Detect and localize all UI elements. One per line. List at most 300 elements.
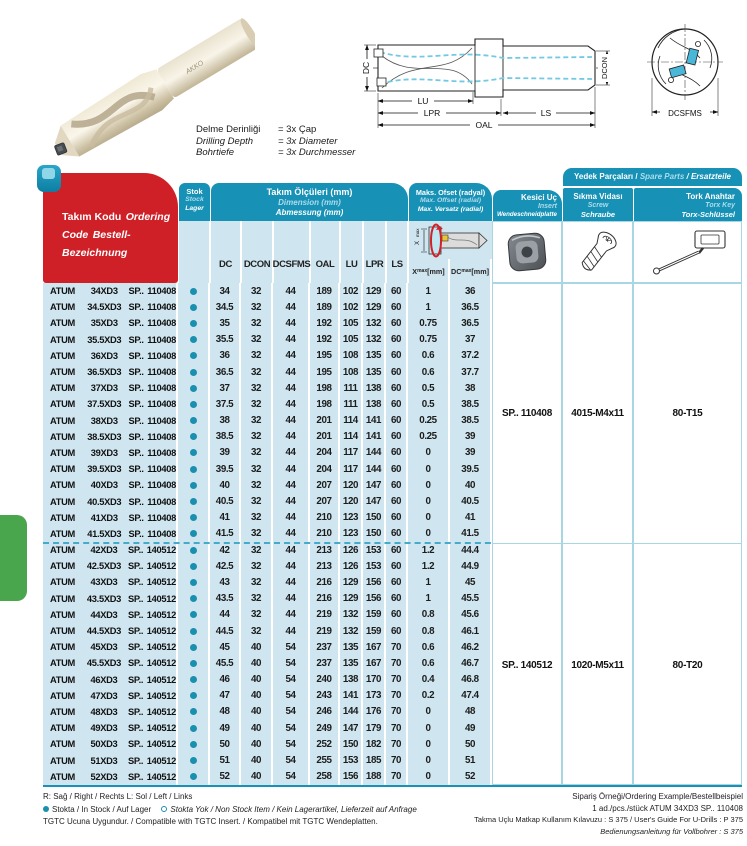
value-cell: 70	[386, 639, 408, 655]
value-cell: 60	[386, 348, 408, 364]
stock-cell	[178, 526, 210, 542]
value-cell: 44	[273, 299, 310, 315]
value-cell: 195	[310, 348, 340, 364]
in-stock-dot	[190, 417, 197, 424]
direction-legend: R: Sağ / Right / Rechts L: Sol / Left / Links	[43, 792, 193, 801]
value-cell: 153	[340, 752, 363, 768]
code-part: 39.5XD3	[87, 464, 122, 475]
code-part: SP..	[128, 447, 144, 458]
value-cell: 129	[363, 299, 386, 315]
value-cell: 70	[386, 704, 408, 720]
code-part: ATUM	[50, 464, 75, 475]
code-part: SP..	[128, 723, 144, 734]
code-part: 44.5XD3	[86, 626, 122, 637]
value-cell: 70	[386, 672, 408, 688]
value-cell: 32	[241, 348, 273, 364]
value-cell: 40	[241, 704, 273, 720]
brand-text: AKKO	[184, 59, 205, 76]
ordering-code	[43, 752, 178, 768]
ordering-code	[43, 769, 178, 785]
value-cell: 0	[408, 752, 450, 768]
value-cell: 0.75	[408, 332, 450, 348]
value-cell: 32	[241, 574, 273, 590]
col-header-lpr: LPR	[364, 221, 387, 283]
col-header-dcsfms: DCSFMS	[274, 221, 311, 283]
value-cell: 40	[241, 655, 273, 671]
value-cell: 36.5	[450, 299, 492, 315]
code-part: 140512	[146, 561, 176, 572]
value-cell: 44	[273, 558, 310, 574]
torx-key-icon	[633, 221, 742, 283]
code-part: SP..	[128, 334, 144, 345]
ordering-code	[43, 574, 178, 590]
insert-code-group2: SP.. 140512	[493, 543, 561, 786]
code-part: ATUM	[50, 480, 75, 491]
value-cell: 32	[241, 396, 273, 412]
in-stock-dot	[190, 482, 197, 489]
ordering-code	[43, 542, 178, 558]
value-cell: 44	[273, 574, 310, 590]
code-part: ATUM	[50, 706, 75, 717]
value-cell: 35	[210, 315, 241, 331]
value-cell: 44	[273, 380, 310, 396]
value-cell: 1	[408, 591, 450, 607]
value-cell: 176	[363, 704, 386, 720]
value-cell: 102	[340, 299, 363, 315]
value-cell: 219	[310, 607, 340, 623]
value-cell: 44	[273, 461, 310, 477]
value-cell: 40	[241, 720, 273, 736]
code-part: 140512	[146, 658, 176, 669]
code-part: 40XD3	[90, 480, 118, 491]
value-cell: 32	[241, 607, 273, 623]
value-cell: 60	[386, 477, 408, 493]
value-cell: 46.1	[450, 623, 492, 639]
code-part: 36XD3	[90, 350, 118, 361]
code-part: 110408	[147, 334, 176, 345]
code-part: SP..	[128, 496, 144, 507]
table-body	[43, 283, 742, 785]
col-header-dc: DC	[211, 221, 242, 283]
value-cell: 44	[273, 607, 310, 623]
value-cell: 0.8	[408, 623, 450, 639]
stock-cell	[178, 380, 210, 396]
value-cell: 45	[210, 639, 241, 655]
value-cell: 216	[310, 574, 340, 590]
value-cell: 32	[241, 591, 273, 607]
value-cell: 144	[363, 461, 386, 477]
value-cell: 45.5	[450, 591, 492, 607]
value-cell: 144	[363, 445, 386, 461]
value-cell: 44	[273, 348, 310, 364]
value-cell: 132	[340, 623, 363, 639]
code-part: 110408	[147, 367, 176, 378]
col-header-ls: LS	[387, 221, 409, 283]
in-stock-dot	[190, 352, 197, 359]
code-part: SP..	[128, 367, 144, 378]
code-part: ATUM	[50, 755, 75, 766]
in-stock-dot	[190, 579, 197, 586]
value-cell: 60	[386, 429, 408, 445]
value-cell: 117	[340, 461, 363, 477]
value-cell: 51	[450, 752, 492, 768]
value-cell: 32	[241, 364, 273, 380]
code-part: 42.5XD3	[86, 561, 122, 572]
footer-right	[474, 791, 743, 837]
stock-cell	[178, 574, 210, 590]
screw-code-group1: 4015-M4x11	[571, 408, 624, 419]
value-cell: 132	[340, 607, 363, 623]
value-cell: 153	[363, 558, 386, 574]
value-cell: 0	[408, 477, 450, 493]
value-cell: 0.2	[408, 688, 450, 704]
code-part: 34XD3	[90, 286, 118, 297]
dimensions-header: Takım Ölçüleri (mm) Dimension (mm) Abmessung (mm)	[211, 183, 408, 221]
value-cell: 147	[340, 720, 363, 736]
ordering-code	[43, 299, 178, 315]
value-cell: 210	[310, 510, 340, 526]
stock-cell	[178, 364, 210, 380]
code-part: 140512	[146, 690, 176, 701]
value-cell: 114	[340, 429, 363, 445]
value-cell: 0.6	[408, 364, 450, 380]
code-part: 47XD3	[90, 690, 118, 701]
value-cell: 39.5	[450, 461, 492, 477]
value-cell: 150	[363, 526, 386, 542]
value-cell: 201	[310, 413, 340, 429]
torx-code-column	[633, 283, 742, 785]
value-cell: 0.6	[408, 639, 450, 655]
insert-column-header: Kesici Uç Insert Wendeschneidplatte	[493, 190, 562, 221]
value-cell: 43.5	[210, 591, 241, 607]
in-stock-dot	[190, 401, 197, 408]
value-cell: 0	[408, 736, 450, 752]
value-cell: 43	[210, 574, 241, 590]
value-cell: 60	[386, 607, 408, 623]
value-cell: 0.6	[408, 348, 450, 364]
code-part: 140512	[146, 723, 176, 734]
value-cell: 44	[273, 283, 310, 299]
torx-code-group2: 80-T20	[634, 543, 741, 786]
stock-cell	[178, 429, 210, 445]
code-part: 140512	[146, 739, 176, 750]
code-part: SP..	[128, 318, 144, 329]
value-cell: 198	[310, 396, 340, 412]
stock-cell	[178, 736, 210, 752]
value-cell: 201	[310, 429, 340, 445]
value-cell: 147	[363, 493, 386, 509]
value-cell: 44	[273, 396, 310, 412]
value-cell: 135	[363, 364, 386, 380]
value-cell: 44.5	[210, 623, 241, 639]
value-cell: 60	[386, 623, 408, 639]
code-part: 51XD3	[90, 755, 118, 766]
non-stock-dot	[161, 806, 167, 812]
value-cell: 40	[210, 477, 241, 493]
ordering-code	[43, 655, 178, 671]
stock-cell	[178, 639, 210, 655]
in-stock-dot	[190, 336, 197, 343]
ordering-code	[43, 607, 178, 623]
value-cell: 132	[363, 332, 386, 348]
value-cell: 207	[310, 477, 340, 493]
in-stock-dot	[190, 449, 197, 456]
code-part: 110408	[147, 383, 176, 394]
value-cell: 167	[363, 639, 386, 655]
value-cell: 36.5	[450, 315, 492, 331]
value-cell: 141	[363, 429, 386, 445]
code-part: 140512	[146, 545, 176, 556]
value-cell: 60	[386, 332, 408, 348]
value-cell: 246	[310, 704, 340, 720]
stock-cell	[178, 493, 210, 509]
value-cell: 42.5	[210, 558, 241, 574]
value-cell: 44	[273, 477, 310, 493]
value-cell: 40	[450, 477, 492, 493]
value-cell: 60	[386, 299, 408, 315]
value-cell: 182	[363, 736, 386, 752]
in-stock-dot	[190, 498, 197, 505]
code-part: SP..	[128, 690, 144, 701]
code-part: ATUM	[50, 334, 75, 345]
value-cell: 40	[241, 736, 273, 752]
value-cell: 46.7	[450, 655, 492, 671]
code-part: SP..	[128, 642, 144, 653]
code-part: SP..	[128, 545, 144, 556]
value-cell: 60	[386, 283, 408, 299]
code-part: ATUM	[50, 642, 75, 653]
value-cell: 40	[241, 672, 273, 688]
code-part: 110408	[147, 286, 176, 297]
code-part: ATUM	[50, 609, 75, 620]
stock-cell	[178, 396, 210, 412]
value-cell: 54	[273, 655, 310, 671]
code-part: ATUM	[50, 593, 75, 604]
insert-code-group1: SP.. 110408	[502, 408, 552, 419]
value-cell: 60	[386, 574, 408, 590]
code-part: SP..	[128, 755, 144, 766]
value-cell: 213	[310, 542, 340, 558]
value-cell: 1	[408, 299, 450, 315]
table-bottom-line	[43, 785, 742, 787]
value-cell: 179	[363, 720, 386, 736]
code-part: 110408	[147, 480, 176, 491]
value-cell: 45.5	[210, 655, 241, 671]
code-part: ATUM	[50, 318, 75, 329]
value-cell: 210	[310, 526, 340, 542]
value-cell: 40.5	[210, 493, 241, 509]
code-part: 39XD3	[90, 447, 118, 458]
code-part: ATUM	[50, 528, 75, 539]
code-part: ATUM	[50, 350, 75, 361]
dim-label-lu: LU	[417, 96, 429, 106]
code-part: 110408	[147, 318, 176, 329]
ordering-code	[43, 461, 178, 477]
value-cell: 38	[450, 380, 492, 396]
value-cell: 32	[241, 413, 273, 429]
in-stock-dot	[190, 757, 197, 764]
code-part: 140512	[146, 642, 176, 653]
ordering-code	[43, 348, 178, 364]
torx-key-column-header: Tork Anahtar Torx Key Torx-Schlüssel	[634, 188, 742, 221]
value-cell: 0	[408, 510, 450, 526]
value-cell: 44	[273, 510, 310, 526]
code-part: ATUM	[50, 415, 75, 426]
ordering-example-title: Sipariş Örneği/Ordering Example/Bestellbeispiel	[572, 792, 743, 801]
value-cell: 60	[386, 591, 408, 607]
value-cell: 129	[340, 574, 363, 590]
code-part: SP..	[128, 286, 144, 297]
code-part: 52XD3	[90, 771, 118, 782]
stock-cell	[178, 704, 210, 720]
value-cell: 32	[241, 332, 273, 348]
value-cell: 54	[273, 639, 310, 655]
in-stock-dot	[190, 611, 197, 618]
in-stock-dot	[43, 806, 49, 812]
value-cell: 135	[363, 348, 386, 364]
value-cell: 60	[386, 380, 408, 396]
value-cell: 1.2	[408, 542, 450, 558]
users-guide-note-de: Bedienungsanleitung für Vollbohrer : S 375	[600, 826, 743, 836]
value-cell: 47	[210, 688, 241, 704]
stock-cell	[178, 752, 210, 768]
code-part: ATUM	[50, 674, 75, 685]
value-cell: 0.5	[408, 396, 450, 412]
code-part: 110408	[147, 528, 176, 539]
code-part: 43XD3	[90, 577, 118, 588]
code-part: 110408	[147, 464, 176, 475]
value-cell: 60	[386, 510, 408, 526]
value-cell: 141	[340, 688, 363, 704]
insert-icon	[492, 221, 562, 283]
code-part: 110408	[147, 350, 176, 361]
value-cell: 0.25	[408, 429, 450, 445]
code-part: 49XD3	[90, 723, 118, 734]
ordering-code	[43, 623, 178, 639]
value-cell: 0.5	[408, 380, 450, 396]
code-part: SP..	[128, 609, 144, 620]
value-cell: 44	[273, 364, 310, 380]
stock-cell	[178, 477, 210, 493]
value-cell: 32	[241, 380, 273, 396]
value-cell: 46.8	[450, 672, 492, 688]
value-cell: 252	[310, 736, 340, 752]
value-cell: 60	[386, 445, 408, 461]
value-cell: 52	[450, 769, 492, 785]
value-cell: 44	[273, 315, 310, 331]
insert-code-column	[492, 283, 562, 785]
spare-parts-header: Yedek Parçaları / Spare Parts / Ersatzteile	[563, 168, 742, 186]
value-cell: 207	[310, 493, 340, 509]
value-cell: 213	[310, 558, 340, 574]
code-part: ATUM	[50, 739, 75, 750]
code-part: 44XD3	[90, 609, 118, 620]
code-part: 140512	[146, 755, 176, 766]
code-part: SP..	[128, 431, 144, 442]
value-cell: 147	[363, 477, 386, 493]
code-part: SP..	[128, 528, 144, 539]
in-stock-dot	[190, 644, 197, 651]
code-part: 45XD3	[90, 642, 118, 653]
value-cell: 44.4	[450, 542, 492, 558]
value-cell: 198	[310, 380, 340, 396]
code-part: SP..	[128, 480, 144, 491]
value-cell: 1	[408, 283, 450, 299]
dim-label-lpr: LPR	[423, 108, 441, 118]
value-cell: 0	[408, 720, 450, 736]
value-cell: 144	[340, 704, 363, 720]
code-part: 140512	[146, 771, 176, 782]
dim-label-dc: DC	[361, 61, 371, 75]
code-part: 41XD3	[90, 512, 118, 523]
value-cell: 120	[340, 477, 363, 493]
value-cell: 138	[340, 672, 363, 688]
value-cell: 41.5	[210, 526, 241, 542]
value-cell: 32	[241, 542, 273, 558]
stock-column-header: Stok Stock Lager	[179, 183, 210, 221]
in-stock-dot	[190, 628, 197, 635]
value-cell: 258	[310, 769, 340, 785]
stock-cell	[178, 558, 210, 574]
offset-xmax-label: X	[415, 240, 421, 245]
value-cell: 255	[310, 752, 340, 768]
code-part: ATUM	[50, 496, 75, 507]
ordering-example-value: 1 ad./pcs./stück ATUM 34XD3 SP.. 110408	[592, 803, 743, 813]
stock-cell	[178, 623, 210, 639]
screw-column-header: Sıkma Vidası Screw Schraube	[563, 188, 633, 221]
code-part: ATUM	[50, 723, 75, 734]
code-part: 40.5XD3	[87, 496, 122, 507]
value-cell: 39	[450, 445, 492, 461]
value-cell: 44	[273, 445, 310, 461]
stock-cell	[178, 607, 210, 623]
value-cell: 44	[273, 623, 310, 639]
value-cell: 38.5	[450, 396, 492, 412]
value-cell: 60	[386, 461, 408, 477]
dim-label-ls: LS	[540, 108, 552, 118]
value-cell: 219	[310, 623, 340, 639]
value-cell: 192	[310, 315, 340, 331]
dcmax-sub-header: DC max [mm]	[450, 259, 492, 283]
stock-cell	[178, 688, 210, 704]
in-stock-dot	[190, 676, 197, 683]
value-cell: 240	[310, 672, 340, 688]
value-cell: 40	[241, 688, 273, 704]
value-cell: 32	[241, 558, 273, 574]
code-part: SP..	[128, 626, 144, 637]
ordering-code	[43, 639, 178, 655]
code-part: SP..	[128, 706, 144, 717]
value-cell: 170	[363, 672, 386, 688]
code-part: ATUM	[50, 286, 75, 297]
value-cell: 195	[310, 364, 340, 380]
value-cell: 45.6	[450, 607, 492, 623]
in-stock-dot	[190, 563, 197, 570]
value-cell: 114	[340, 413, 363, 429]
value-cell: 126	[340, 558, 363, 574]
in-stock-dot	[190, 514, 197, 521]
in-stock-dot	[190, 530, 197, 537]
ordering-code	[43, 364, 178, 380]
stock-cell	[178, 542, 210, 558]
value-cell: 0.8	[408, 607, 450, 623]
code-part: SP..	[128, 658, 144, 669]
ordering-code-header: Takım Kodu Ordering Code Bestell-Bezeichnung	[43, 173, 178, 283]
value-cell: 237	[310, 639, 340, 655]
ordering-code	[43, 445, 178, 461]
value-cell: 35.5	[210, 332, 241, 348]
ordering-code	[43, 526, 178, 542]
